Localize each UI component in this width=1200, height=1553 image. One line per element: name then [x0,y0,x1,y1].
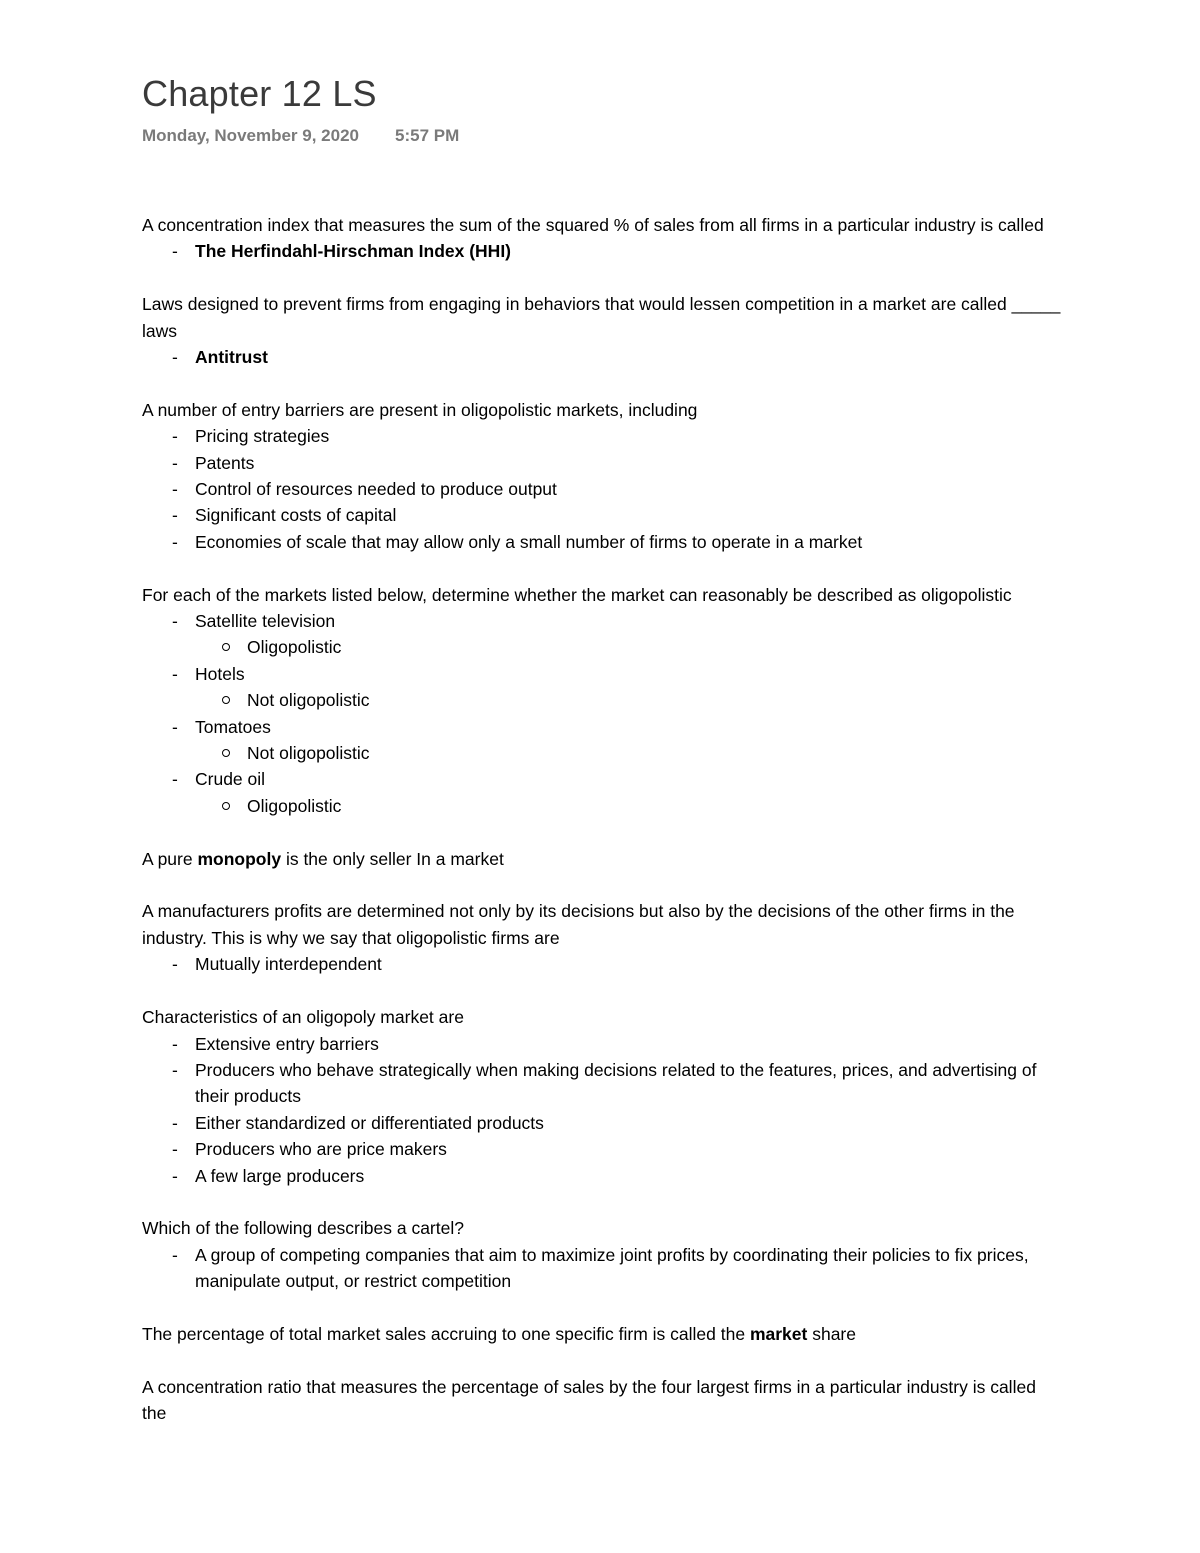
question-text: A number of entry barriers are present in oligopolistic markets, including [142,399,698,420]
list-item [142,1110,1062,1136]
market-item [142,714,1062,740]
market-name: Hotels [195,663,245,684]
question-text: Characteristics of an oligopoly market are [142,1007,464,1028]
dash-bullet: - [172,531,178,552]
dash-bullet: - [172,769,178,790]
market-name: Satellite television [195,611,336,632]
dash-bullet: - [172,954,178,975]
list-item-text: Producers who are price makers [195,1139,447,1160]
dash-bullet: - [172,663,178,684]
dash-bullet: - [172,1244,178,1265]
dash-bullet: - [172,426,178,447]
answer-text: Mutually interdependent [195,954,382,975]
question-text: A concentration index that measures the sum of the squared % of sales from all firms in a particular industry is called [142,215,1044,235]
dash-bullet: - [172,716,178,737]
answer-text: The Herfindahl-Hirschman Index (HHI) [195,241,512,262]
list-item-text: Significant costs of capital [195,505,397,526]
circle-bullet-icon [222,802,230,810]
question-text: Which of the following describes a cartel? [142,1218,464,1239]
list-item-text: A few large producers [195,1165,365,1186]
page-title: Chapter 12 LS [142,73,377,114]
market-answer [142,687,1062,713]
circle-bullet-icon [222,749,230,757]
note-date: Monday, November 9, 2020 [142,126,359,145]
question-text: Laws designed to prevent firms from engaging in behaviors that would lessen competition in a market are called _____ laws [142,294,1061,341]
key-term: monopoly [197,848,282,869]
dash-bullet: - [172,505,178,526]
list-item-text: Patents [195,452,255,473]
market-answer [142,740,1062,766]
list-item [142,529,1062,555]
market-answer [142,634,1062,660]
dash-bullet: - [172,1139,178,1160]
answer-item [142,344,1062,370]
market-item [142,766,1062,792]
statement-text: A pure monopoly is the only seller In a market [142,848,504,869]
market-item [142,661,1062,687]
key-term: market [749,1323,808,1344]
question-text: A concentration ratio that measures the percentage of sales by the four largest firms in a particular industry is called the [142,1376,1036,1424]
dash-bullet: - [172,1165,178,1186]
dash-bullet: - [172,347,178,368]
dash-bullet: - [172,1059,178,1080]
dash-bullet: - [172,1112,178,1133]
answer-text: Antitrust [195,347,268,368]
statement-text: The percentage of total market sales accruing to one specific firm is called the market share [142,1323,856,1344]
market-name: Tomatoes [195,716,271,737]
market-answer-text: Oligopolistic [247,795,342,816]
note-time: 5:57 PM [395,126,460,145]
dash-bullet: - [172,479,178,500]
list-item [142,1057,1062,1110]
question-text: For each of the markets listed below, determine whether the market can reasonably be described as oligopolistic [142,584,1012,605]
market-item [142,608,1062,634]
market-name: Crude oil [195,769,266,790]
dash-bullet: - [172,1033,178,1054]
circle-bullet-icon [222,643,230,651]
list-item-text: Control of resources needed to produce output [195,479,557,500]
market-answer-text: Not oligopolistic [247,690,370,711]
list-item-text: Producers who behave strategically when making decisions related to the features, prices, and advertising of their products [195,1059,1037,1107]
list-item [142,502,1062,528]
answer-item [142,1242,1062,1295]
dash-bullet: - [172,452,178,473]
list-item-text: Either standardized or differentiated products [195,1112,544,1133]
list-item-text: Extensive entry barriers [195,1033,379,1054]
market-answer-text: Not oligopolistic [247,743,370,764]
list-item-text: Economies of scale that may allow only a small number of firms to operate in a market [195,531,863,552]
list-item [142,1031,1062,1057]
note-body [142,212,1062,1427]
answer-item [142,238,1062,264]
list-item-text: Pricing strategies [195,426,330,447]
market-answer [142,793,1062,819]
list-item [142,1136,1062,1162]
circle-bullet-icon [222,696,230,704]
note-timestamp [142,126,459,146]
market-answer-text: Oligopolistic [247,637,342,658]
dash-bullet: - [172,611,178,632]
answer-item [142,951,1062,977]
list-item [142,423,1062,449]
answer-text: A group of competing companies that aim to maximize joint profits by coordinating their policies to fix prices, manipulate output, or restrict competition [195,1244,1029,1292]
question-text: A manufacturers profits are determined not only by its decisions but also by the decisions of the other firms in the industry. This is why we say that oligopolistic firms are [142,901,1015,948]
list-item [142,1163,1062,1189]
dash-bullet: - [172,241,178,262]
list-item [142,476,1062,502]
list-item [142,450,1062,476]
